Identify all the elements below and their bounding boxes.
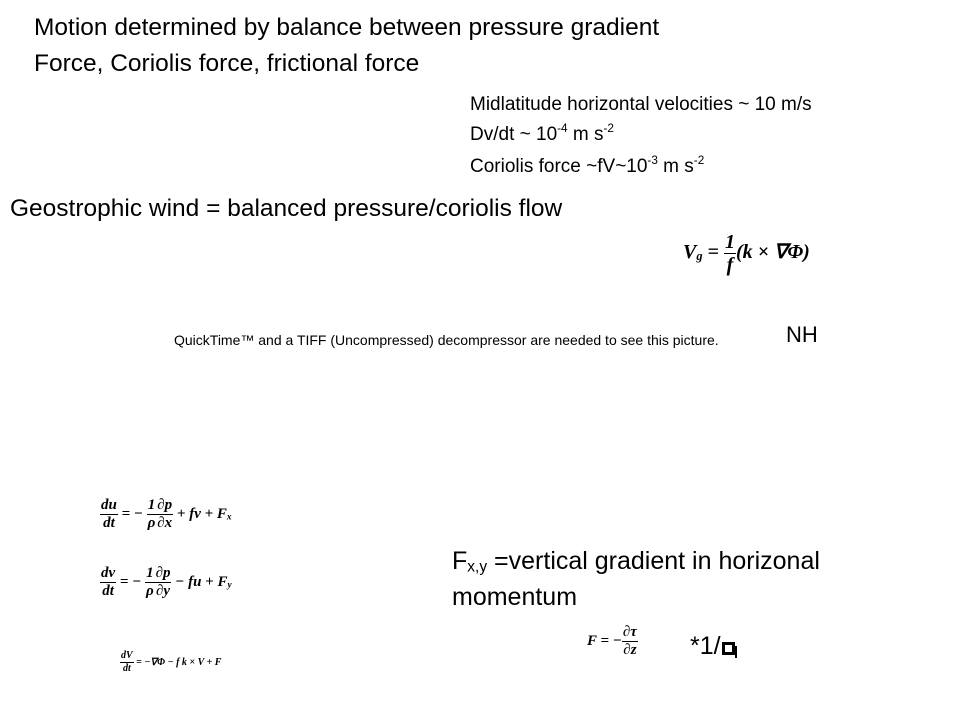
heading-line-2: Force, Coriolis force, frictional force [34,50,420,77]
vector-momentum-equation: $\frac{dV}{dt}$ = −∇Φ − f k × V + F [121,650,222,674]
friction-stress-equation: F = − $\frac{\partial\tau}{\partial z}$ [587,624,637,658]
quicktime-placeholder-notice: QuickTime™ and a TIFF (Uncompressed) decompressor are needed to see this picture. [174,332,719,348]
geostrophic-wind-statement: Geostrophic wind = balanced pressure/coriolis flow [10,195,563,222]
geostrophic-wind-equation: $V_g$ = $\frac{1}{f}$ (k × ∇Φ) [683,231,810,276]
missing-glyph-icon [722,642,735,655]
coriolis-scale: Coriolis force $\sim fV\sim 10^{-3}$ m $s^{-2}$ [470,153,705,177]
velocity-scale: Midlatitude horizontal velocities ~ 10 m/s [470,94,812,115]
friction-definition-line-2: momentum [452,583,578,611]
times-inverse-density: *1/ [690,631,735,661]
friction-definition-line-1: $F_{x,y}$ =vertical gradient in horizonal [452,547,820,576]
nh-label: NH [786,322,818,347]
u-momentum-equation: $\frac{du}{dt}$ = − $\frac{1}{\rho}$ $\frac{\partial p}{\partial x}$ + fv + $F_x$ [101,497,232,531]
heading-line-1: Motion determined by balance between pressure gradient [34,14,660,41]
acceleration-scale: Dv/dt ~ $10^{-4}$ m $s^{-2}$ [470,121,614,145]
v-momentum-equation: $\frac{dv}{dt}$ = − $\frac{1}{\rho}$ $\frac{\partial p}{\partial y}$ − fu + $F_y$ [101,565,232,599]
